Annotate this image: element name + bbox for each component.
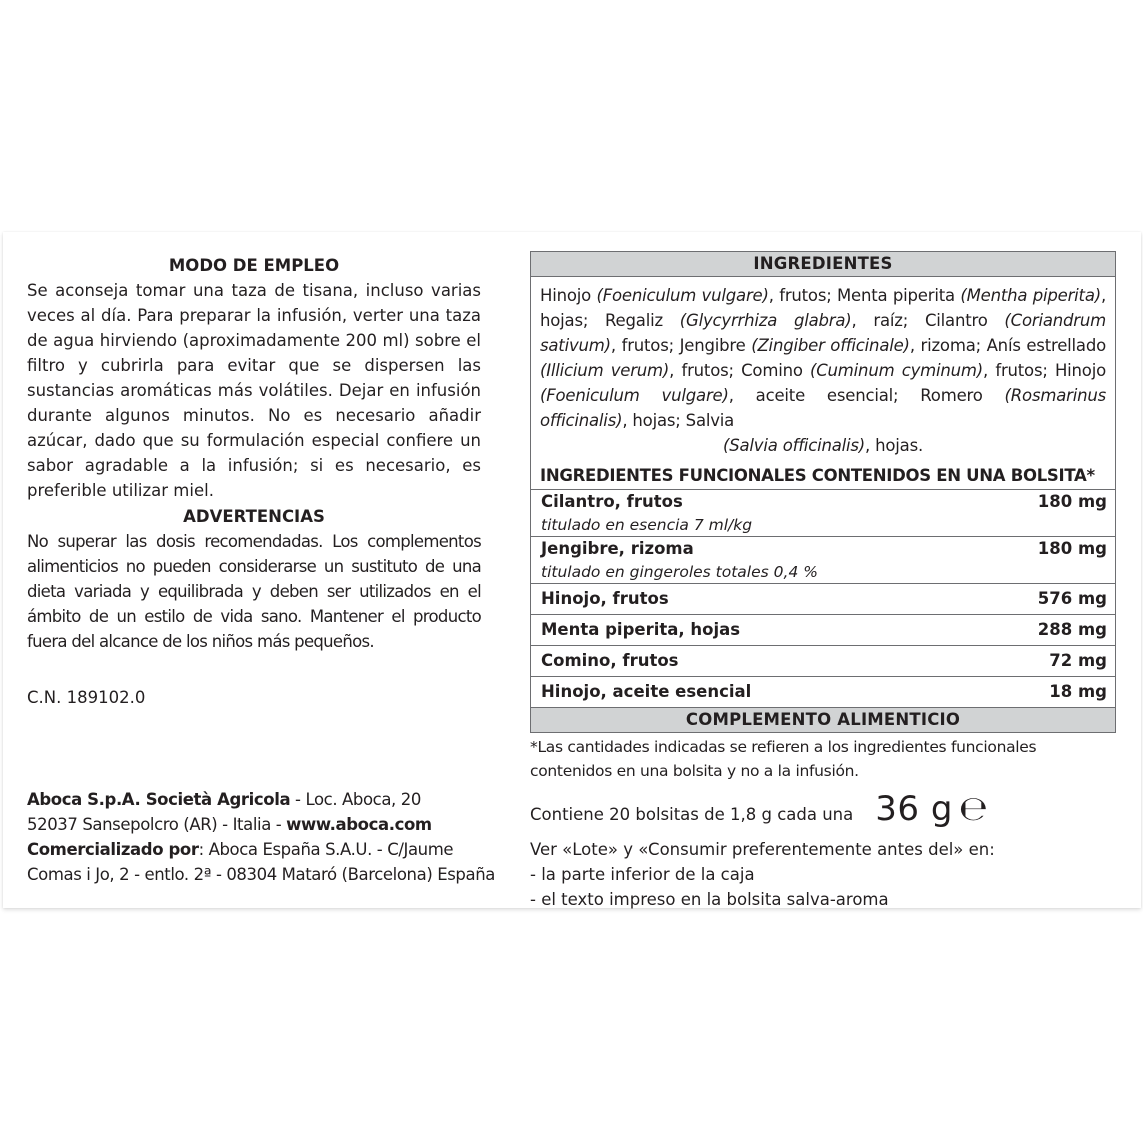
functional-ingredient-name: Hinojo, frutos bbox=[541, 589, 669, 608]
functional-ingredient-amount: 180 mg bbox=[1037, 539, 1107, 558]
ingredient-text: , frutos; Hinojo bbox=[983, 361, 1106, 380]
lot-info-line: - el texto impreso en la bolsita salva-aroma bbox=[530, 890, 889, 909]
botanical-name: (Salvia officinalis) bbox=[722, 436, 866, 455]
contains-text: Contiene 20 bolsitas de 1,8 g cada una bbox=[530, 805, 854, 824]
functional-ingredient-name: Hinojo, aceite esencial bbox=[541, 682, 752, 701]
functional-ingredient-row bbox=[531, 489, 1115, 536]
company-name: Aboca S.p.A. Società Agricola bbox=[27, 790, 291, 809]
ingredients-list bbox=[531, 276, 1115, 462]
ingredients-text-last bbox=[540, 433, 1106, 458]
net-content bbox=[530, 789, 1116, 829]
functional-ingredient-name: Menta piperita, hojas bbox=[541, 620, 741, 639]
ingredients-text bbox=[540, 286, 1106, 430]
lot-info bbox=[530, 837, 1116, 912]
functional-ingredient-amount: 180 mg bbox=[1037, 492, 1107, 511]
ingredient-text: , hojas; Salvia bbox=[622, 411, 735, 430]
functional-ingredient-name: Cilantro, frutos bbox=[541, 492, 683, 511]
functional-ingredient-line bbox=[541, 537, 1107, 561]
ingredient-text: , frutos; Comino bbox=[669, 361, 810, 380]
ingredient-text: , rizoma; Anís estrellado bbox=[909, 336, 1106, 355]
functional-ingredient-amount: 18 mg bbox=[1049, 682, 1107, 701]
warnings-heading: ADVERTENCIAS bbox=[183, 507, 325, 526]
botanical-name: (Zingiber officinale) bbox=[751, 336, 910, 355]
functional-ingredient-amount: 288 mg bbox=[1037, 620, 1107, 639]
warnings-text: No superar las dosis recomendadas. Los complementos alimenticios no pueden considerarse un sustituto de una dieta variada y equilibrada y deben ser utilizados en el ámbito de un estilo de vida sano. Mantener el producto fuera del alcance de los niños más pequeños. bbox=[27, 532, 481, 651]
functional-ingredient-amount: 576 mg bbox=[1037, 589, 1107, 608]
usage-text: Se aconseja tomar una taza de tisana, incluso varias veces al día. Para preparar la infusión, verter una taza de agua hirviendo (aproximadamente 200 ml) sobre el filtro y cubrirla para evitar que se dispersen las sustancias aromáticas más volátiles. Dejar en infusión durante algunos minutos. No es necesario añadir azúcar, dado que su formulación especial confiere un sabor agradable a la infusión; si es necesario, es preferible utilizar miel. bbox=[27, 281, 481, 500]
functional-ingredient-row bbox=[531, 536, 1115, 583]
botanical-name: (Illicium verum) bbox=[540, 361, 670, 380]
botanical-name: (Foeniculum vulgare) bbox=[540, 386, 729, 405]
functional-ingredient-row bbox=[531, 583, 1115, 614]
net-weight: 36 g bbox=[875, 789, 953, 829]
functional-ingredient-name: Comino, frutos bbox=[541, 651, 679, 670]
botanical-name: (Mentha piperita) bbox=[960, 286, 1101, 305]
functional-ingredient-amount: 72 mg bbox=[1049, 651, 1107, 670]
ingredients-box bbox=[530, 251, 1116, 733]
botanical-name: (Glycyrrhiza glabra) bbox=[679, 311, 852, 330]
left-column bbox=[27, 253, 481, 654]
lot-info-line: Ver «Lote» y «Consumir preferentemente antes del» en: bbox=[530, 840, 995, 859]
footnote: *Las cantidades indicadas se refieren a los ingredientes funcionales contenidos en una bolsita y no a la infusión. bbox=[530, 738, 1037, 780]
marketed-by-text: : Aboca España S.A.U. - C/Jaume bbox=[198, 840, 454, 859]
functional-ingredient-line bbox=[541, 646, 1107, 676]
company-address: Comas i Jo, 2 - entlo. 2ª - 08304 Mataró (Barcelona) España bbox=[27, 865, 495, 884]
ingredient-text: , raíz; Cilantro bbox=[851, 311, 1005, 330]
usage-heading: MODO DE EMPLEO bbox=[168, 256, 340, 275]
functional-ingredient-line bbox=[541, 615, 1107, 645]
company-line-2 bbox=[27, 812, 487, 837]
marketed-by-label: Comercializado por bbox=[27, 840, 199, 859]
ingredient-text: , frutos; Menta piperita bbox=[768, 286, 961, 305]
functional-ingredients-table bbox=[531, 489, 1115, 707]
company-info bbox=[27, 787, 495, 887]
ingredients-heading: INGREDIENTES bbox=[531, 252, 1115, 276]
complement-bar bbox=[531, 707, 1115, 732]
functional-ingredient-titration: titulado en gingeroles totales 0,4 % bbox=[541, 563, 818, 581]
company-line-3 bbox=[27, 837, 487, 862]
food-supplement-label: COMPLEMENTO ALIMENTICIO bbox=[531, 708, 1115, 732]
functional-ingredient-row bbox=[531, 614, 1115, 645]
functional-ingredient-line bbox=[541, 584, 1107, 614]
company-line-1 bbox=[27, 787, 487, 812]
national-code: C.N. 189102.0 bbox=[27, 688, 146, 707]
botanical-name: (Cuminum cyminum) bbox=[809, 361, 984, 380]
functional-ingredient-line bbox=[541, 677, 1107, 707]
botanical-name: (Rosmarinus officinalis) bbox=[540, 386, 1107, 430]
right-column bbox=[530, 251, 1116, 912]
lot-info-line: - la parte inferior de la caja bbox=[530, 865, 755, 884]
ingredient-text: , aceite esencial; Romero bbox=[728, 386, 1005, 405]
functional-ingredient-row bbox=[531, 645, 1115, 676]
company-location: - Loc. Aboca, 20 bbox=[290, 790, 421, 809]
company-website: www.aboca.com bbox=[286, 815, 432, 834]
ingredient-text: Hinojo bbox=[540, 286, 597, 305]
botanical-name: (Foeniculum vulgare) bbox=[596, 286, 769, 305]
functional-ingredient-row bbox=[531, 676, 1115, 707]
ingredient-text: , hojas; Regaliz bbox=[540, 286, 1107, 330]
ingredient-text: , frutos; Jengibre bbox=[610, 336, 752, 355]
estimated-sign-icon: ℮ bbox=[958, 789, 988, 829]
functional-ingredient-name: Jengibre, rizoma bbox=[541, 539, 694, 558]
functional-ingredients-heading: INGREDIENTES FUNCIONALES CONTENIDOS EN UNA BOLSITA* bbox=[531, 462, 1115, 489]
botanical-name: (Coriandrum sativum) bbox=[540, 311, 1106, 355]
ingredient-text: , hojas. bbox=[865, 436, 924, 455]
company-city: 52037 Sansepolcro (AR) - Italia - bbox=[27, 815, 287, 834]
functional-ingredient-titration: titulado en esencia 7 ml/kg bbox=[541, 516, 753, 534]
functional-ingredient-line bbox=[541, 490, 1107, 514]
